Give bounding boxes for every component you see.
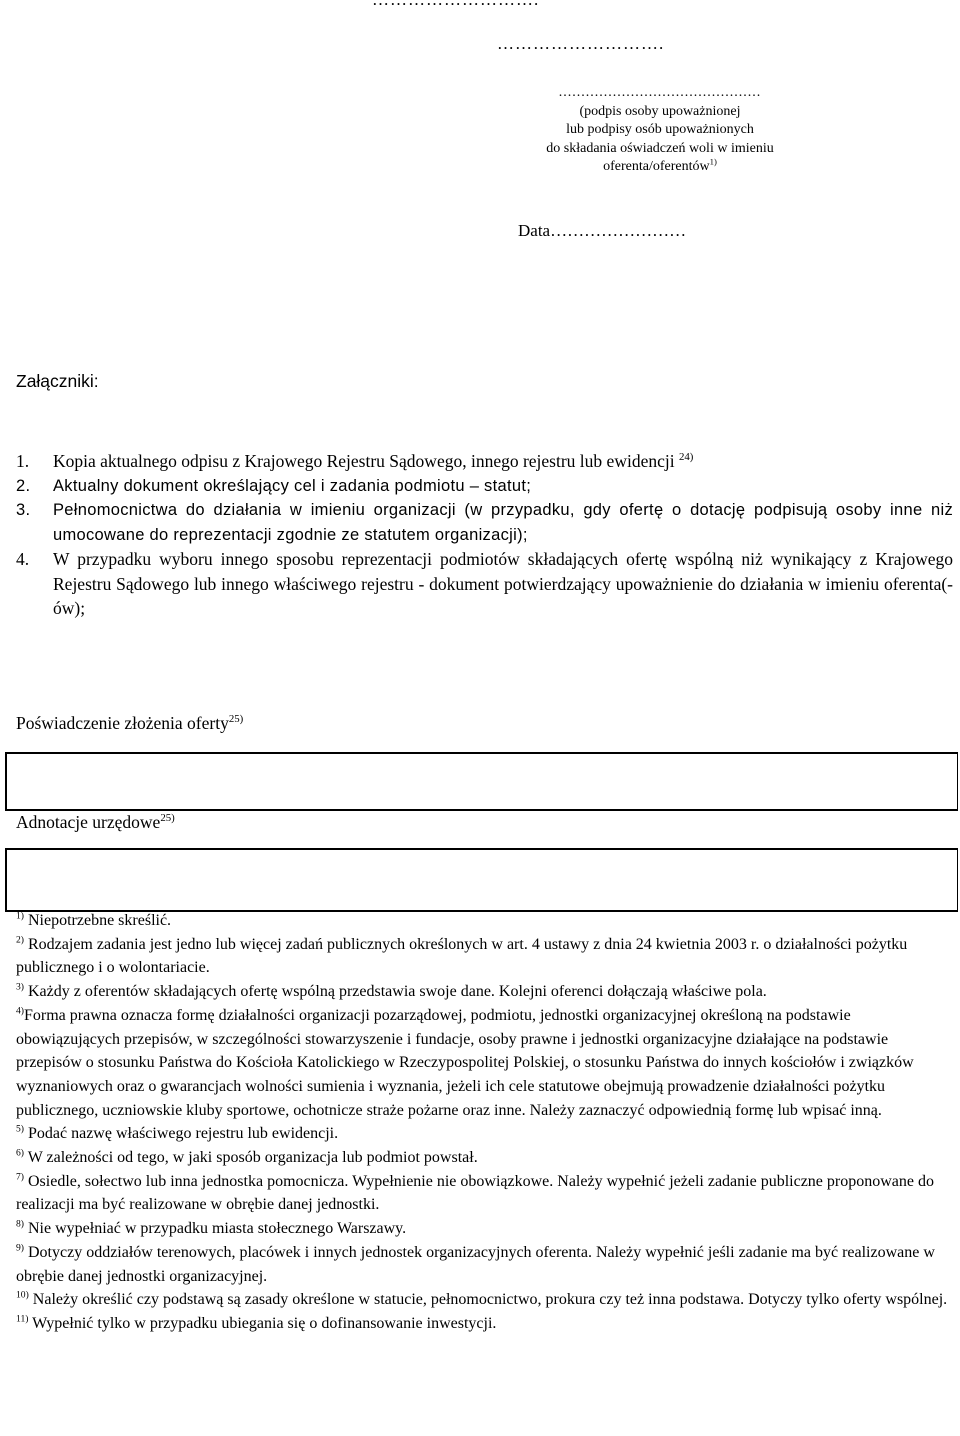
list-number: 2. <box>16 476 31 495</box>
attachments-list <box>16 449 953 621</box>
footnote-ref: 25) <box>228 713 244 726</box>
attachment-item-1 <box>16 449 953 474</box>
footnote-marker: 8) <box>16 1218 24 1230</box>
footnote-text: Forma prawna oznacza formę działalności organizacji pozarządowej, podmiotu, jednostki organizacyjnej określoną na podstawie obowiązujących przepisów, w szczególności stowarzyszenie i fundacje, osoby prawne i jednostki organizacyjne działające na podstawie przepisów o stosunku Państwa do Kościoła Katolickiego w Rzeczypospolitej Polskiej, o stosunku Państwa do innych kościołów i związków wyznaniowych oraz o gwarancjach wolności sumienia i wyznania, jeżeli ich cele statutowe obejmują prowadzenie działalności pożytku publicznego, uczniowskie kluby sportowe, ochotnicze straże pożarne oraz inne. Należy zaznaczyć odpowiednią formę lub wpisać inną. <box>16 1006 914 1119</box>
footnote-text: Podać nazwę właściwego rejestru lub ewidencji. <box>24 1125 339 1143</box>
footnote-marker: 10) <box>16 1289 29 1301</box>
footnote-marker: 11) <box>16 1313 29 1325</box>
list-number: 1. <box>16 451 30 471</box>
footnote-2 <box>16 933 951 980</box>
official-notes-label-text: Adnotacje urzędowe <box>16 812 161 832</box>
official-notes-label <box>16 812 175 833</box>
attachment-text-2: Aktualny dokument określający cel i zadania podmiotu – statut; <box>53 476 532 495</box>
footnote-text: Należy określić czy podstawą są zasady określone w statucie, pełnomocnictwo, prokura czy też inna podstawa. Dotyczy tylko oferty wspólnej. <box>28 1291 948 1309</box>
footnote-marker: 3) <box>16 981 24 993</box>
footnote-text: Nie wypełniać w przypadku miasta stołecznego Warszawy. <box>24 1220 407 1238</box>
footnote-text: Rodzajem zadania jest jedno lub więcej zadań publicznych określonych w art. 4 ustawy z dnia 24 kwietnia 2003 r. o działalności pożytku publicznego i o wolontariacie. <box>16 935 908 977</box>
footnote-9 <box>16 1241 951 1288</box>
footnote-marker: 7) <box>16 1171 24 1183</box>
date-field[interactable]: Data…………………… <box>518 221 687 240</box>
attachment-text <box>53 449 953 474</box>
attachment-item-3 <box>16 498 953 547</box>
footnote-marker: 9) <box>16 1242 24 1254</box>
footnote-4 <box>16 1004 951 1123</box>
attachment-item-2 <box>16 474 953 499</box>
footnote-8 <box>16 1217 951 1241</box>
signature-caption-line-2: lub podpisy osób upoważnionych <box>566 122 754 137</box>
signature-dots-middle: ………………………. <box>497 34 665 53</box>
footnote-text: Dotyczy oddziałów terenowych, placówek i innych jednostek organizacyjnych oferenta. Należy wypełnić jeśli zadanie ma być realizowane w obrębie danej jednostki organizacyjnej. <box>16 1243 935 1285</box>
footnote-10 <box>16 1288 951 1312</box>
footnote-marker: 5) <box>16 1124 24 1135</box>
footnote-text: Każdy z oferentów składających ofertę wspólną przedstawia swoje dane. Kolejni oferenci dołączają właściwe pola. <box>24 983 767 1001</box>
footnote-text: Osiedle, sołectwo lub inna jednostka pomocnicza. Wypełnienie nie obowiązkowe. Należy wypełnić jeżeli zadanie publiczne proponowane do realizacji ma być realizowane w obrębie danej jednostki. <box>16 1172 934 1214</box>
footnote-text: Niepotrzebne skreślić. <box>24 912 172 929</box>
footnote-6 <box>16 1146 951 1170</box>
list-number: 3. <box>16 501 31 519</box>
footnotes <box>16 909 951 1336</box>
footnote-7 <box>16 1170 951 1217</box>
footnote-marker: 4) <box>16 1005 24 1017</box>
footnote-marker: 2) <box>16 934 24 946</box>
attachments-title: Załączniki: <box>16 371 99 391</box>
attachment-text-3: Pełnomocnictwa do działania w imieniu organizacji (w przypadku, gdy ofertę o dotację podpisują osoby inne niż umocowane do reprezentacji zgodnie ze statutem organizacji); <box>53 501 953 544</box>
footnote-ref: 1) <box>709 156 717 167</box>
footnote-text: W zależności od tego, w jaki sposób organizacja lub podmiot powstał. <box>24 1149 478 1167</box>
footnote-text: Wypełnić tylko w przypadku ubiegania się o dofinansowanie inwestycji. <box>28 1314 497 1332</box>
footnote-3 <box>16 980 951 1004</box>
attachment-text-1: Kopia aktualnego odpisu z Krajowego Rejestru Sądowego, innego rejestru lub ewidencji <box>53 451 675 471</box>
official-notes-box[interactable] <box>5 848 958 912</box>
confirmation-label-text: Poświadczenie złożenia oferty <box>16 713 229 733</box>
footnote-ref: 24) <box>678 451 694 464</box>
footnote-5 <box>16 1122 951 1146</box>
attachment-text-4: W przypadku wyboru innego sposobu reprezentacji podmiotów składających ofertę wspólną niż wynikający z Krajowego Rejestru Sądowego lub innego właściwego rejestru - dokument potwierdzający upoważnienie do działania w imieniu oferenta(-ów); <box>53 549 953 618</box>
footnote-11 <box>16 1312 951 1336</box>
signature-line: ............................................. <box>558 85 762 100</box>
footnote-ref: 25) <box>160 812 175 825</box>
signature-caption-line-1: (podpis osoby upoważnionej <box>579 103 741 119</box>
confirmation-label <box>16 713 243 734</box>
footnote-1 <box>16 909 951 933</box>
signature-dots-top <box>372 0 539 10</box>
confirmation-box[interactable] <box>5 752 958 811</box>
footnote-marker: 1) <box>16 910 24 922</box>
signature-caption-line-3: do składania oświadczeń woli w imieniu <box>546 140 774 156</box>
footnote-marker: 6) <box>16 1147 24 1159</box>
signature-block <box>460 84 860 177</box>
signature-caption-line-4: oferenta/oferentów <box>603 159 710 174</box>
list-number: 4. <box>16 549 30 569</box>
attachment-item-4 <box>16 547 953 621</box>
